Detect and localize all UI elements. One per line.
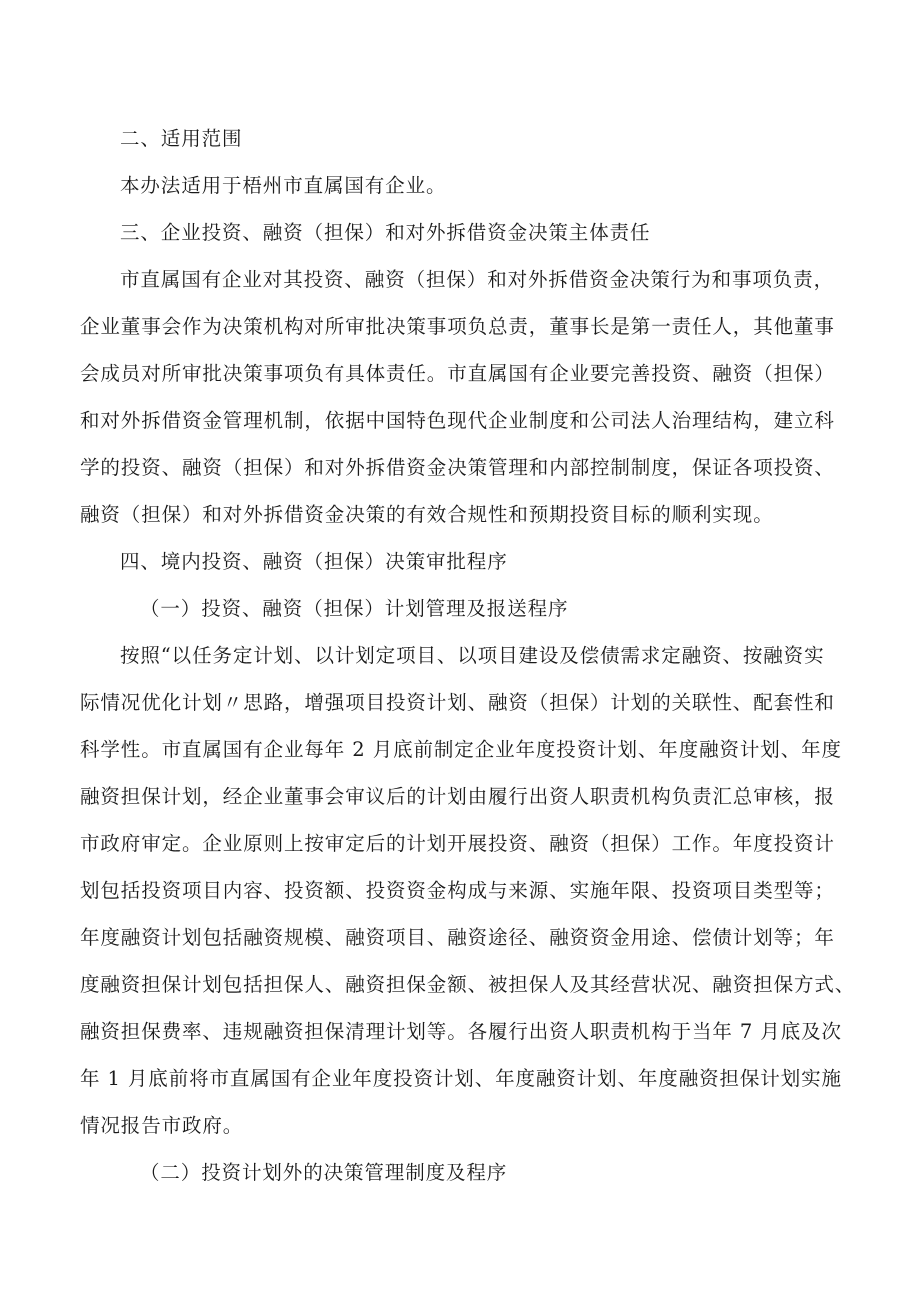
subsection-heading-outside-plan: （二）投资计划外的决策管理制度及程序: [140, 1161, 508, 1184]
section-heading-approval: 四、境内投资、融资（担保）决策审批程序: [120, 550, 508, 573]
paragraph-line: 划包括投资项目内容、投资额、投资资金构成与来源、实施年限、投资项目类型等；: [80, 879, 835, 902]
paragraph-line: 年 1 月底前将市直属国有企业年度投资计划、年度融资计划、年度融资担保计划实施: [80, 1067, 842, 1090]
paragraph-line: 度融资担保计划包括担保人、融资担保金额、被担保人及其经营状况、融资担保方式、: [80, 973, 856, 996]
paragraph-line: 学的投资、融资（担保）和对外拆借资金决策管理和内部控制制度，保证各项投资、: [80, 456, 835, 479]
paragraph-line: 年度融资计划包括融资规模、融资项目、融资途径、融资资金用途、偿债计划等；年: [80, 926, 835, 949]
section-heading-scope: 二、适用范围: [120, 127, 243, 150]
paragraph-line: 融资（担保）和对外拆借资金决策的有效合规性和预期投资目标的顺利实现。: [80, 503, 774, 526]
paragraph-line: 和对外拆借资金管理机制，依据中国特色现代企业制度和公司法人治理结构，建立科: [80, 409, 835, 432]
paragraph-line: 融资担保费率、违规融资担保清理计划等。各履行出资人职责机构于当年 7 月底及次: [80, 1020, 842, 1043]
paragraph-line: 本办法适用于梧州市直属国有企业。: [120, 174, 447, 197]
paragraph-line: 际情况优化计划〃思路，增强项目投资计划、融资（担保）计划的关联性、配套性和: [80, 691, 835, 714]
paragraph-line: 市政府审定。企业原则上按审定后的计划开展投资、融资（担保）工作。年度投资计: [80, 832, 835, 855]
subsection-heading-plan: （一）投资、融资（担保）计划管理及报送程序: [140, 597, 569, 620]
paragraph-line: 企业董事会作为决策机构对所审批决策事项负总责，董事长是第一责任人，其他董事: [80, 315, 835, 338]
paragraph-line: 情况报告市政府。: [80, 1114, 244, 1137]
section-heading-responsibility: 三、企业投资、融资（担保）和对外拆借资金决策主体责任: [120, 221, 651, 244]
paragraph-line: 会成员对所审批决策事项负有具体责任。市直属国有企业要完善投资、融资（担保）: [80, 362, 835, 385]
paragraph-line: 融资担保计划，经企业董事会审议后的计划由履行出资人职责机构负责汇总审核，报: [80, 785, 835, 808]
paragraph-line: 科学性。市直属国有企业每年 2 月底前制定企业年度投资计划、年度融资计划、年度: [80, 738, 842, 761]
paragraph-line: 市直属国有企业对其投资、融资（担保）和对外拆借资金决策行为和事项负责，: [120, 268, 835, 291]
paragraph-line: 按照“以任务定计划、以计划定项目、以项目建设及偿债需求定融资、按融资实: [120, 644, 825, 667]
